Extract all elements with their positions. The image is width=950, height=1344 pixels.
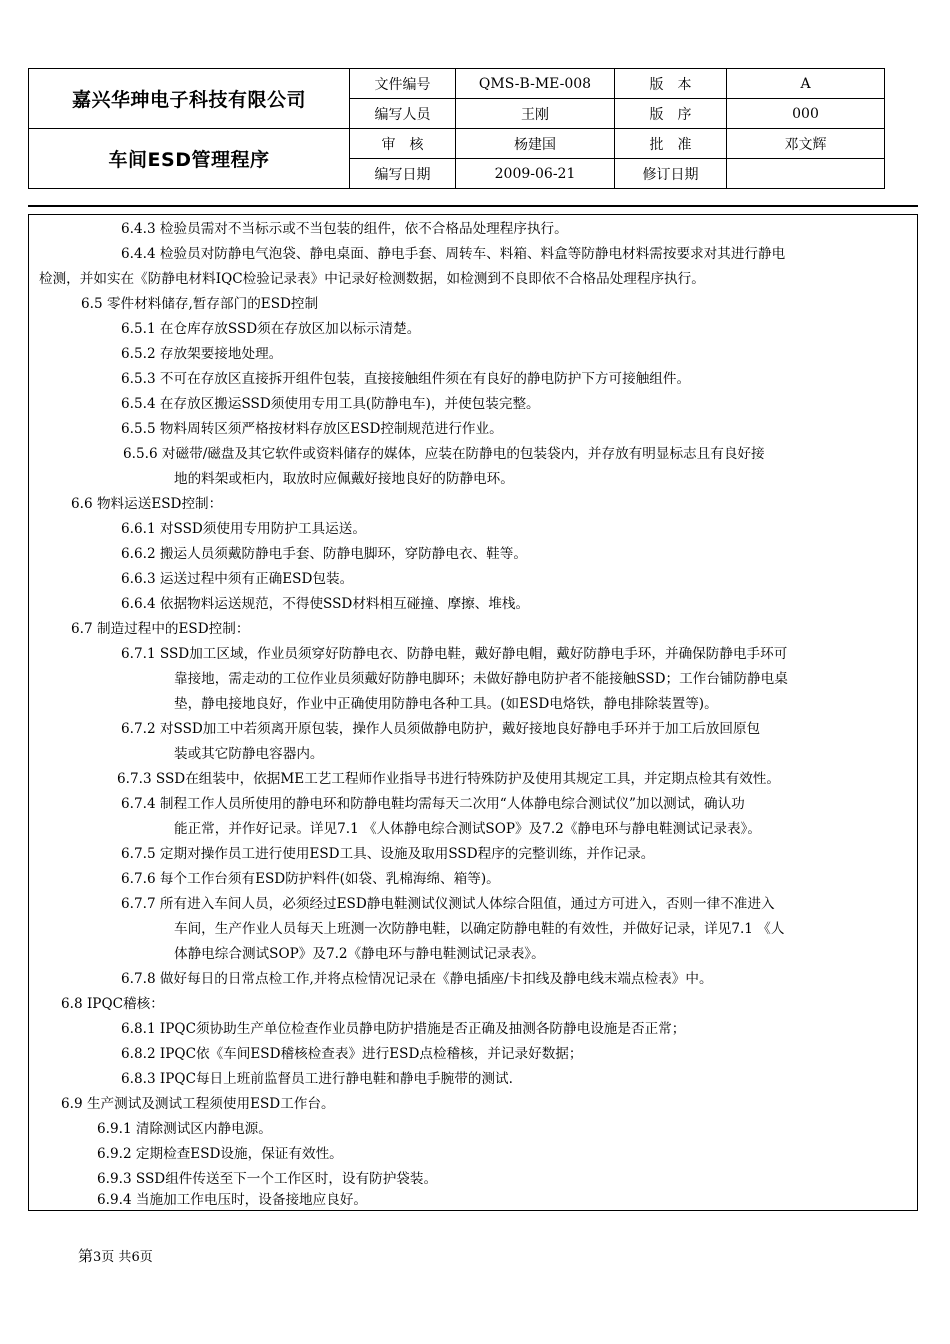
clause-line: 6.7.5 定期对操作员工进行使用ESD工具、设施及取用SSD程序的完整训练，并作记录。: [121, 846, 655, 862]
edition-value: A: [727, 69, 885, 99]
approver-label: 批 准: [615, 129, 727, 159]
clause-line: 6.7.4 制程工作人员所使用的静电环和防静电鞋均需每天二次用“人体静电综合测试仪”加以测试，确认功: [121, 796, 745, 812]
clause-line: 6.5.5 物料周转区须严格按材料存放区ESD控制规范进行作业。: [121, 421, 503, 437]
clause-line: 靠接地，需走动的工位作业员须戴好防静电脚环；未做好静电防护者不能接触SSD；工作台铺防静电桌: [174, 671, 788, 687]
clause-line: 6.9.4 当施加工作电压时，设备接地应良好。: [97, 1192, 368, 1208]
clause-line: 体静电综合测试SOP》及7.2《静电环与静电鞋测试记录表》。: [174, 946, 545, 962]
clause-line: 6.5.2 存放架要接地处理。: [121, 346, 283, 362]
clause-line: 6.8.2 IPQC依《车间ESD稽核检查表》进行ESD点检稽核，并记录好数据；: [121, 1046, 583, 1062]
clause-line: 6.5.3 不可在存放区直接拆开组件包装，直接接触组件须在有良好的静电防护下方可接触组件。: [121, 371, 691, 387]
clause-line: 能正常，并作好记录。详见7.1 《人体静电综合测试SOP》及7.2《静电环与静电鞋测试记录表》。: [174, 821, 761, 837]
clause-line: 6.5.4 在存放区搬运SSD须使用专用工具(防静电车)，并使包装完整。: [121, 396, 540, 412]
revise-date-value: [727, 159, 885, 189]
clause-line: 6.9.1 清除测试区内静电源。: [97, 1121, 272, 1137]
clause-line: 检测，并如实在《防静电材料IQC检验记录表》中记录好检测数据，如检测到不良即依不合格品处理程序执行。: [39, 271, 705, 287]
page-footer: [78, 1245, 153, 1266]
clause-line: 6.5.6 对磁带/磁盘及其它软件或资料储存的媒体，应装在防静电的包装袋内，并存放有明显标志且有良好接: [123, 446, 765, 462]
header-divider: [28, 205, 918, 207]
clause-line: 6.6.4 依据物料运送规范，不得使SSD材料相互碰撞、摩擦、堆栈。: [121, 596, 530, 612]
section-heading: 6.9 生产测试及测试工程须使用ESD工作台。: [61, 1096, 335, 1112]
approver-value: 邓文辉: [727, 129, 885, 159]
clause-line: 6.4.3 检验员需对不当标示或不当包装的组件，依不合格品处理程序执行。: [121, 221, 568, 237]
section-heading: 6.6 物料运送ESD控制：: [71, 496, 223, 512]
clause-line: 6.9.3 SSD组件传送至下一个工作区时，设有防护袋装。: [97, 1171, 438, 1187]
clause-line: 垫，静电接地良好，作业中正确使用防静电各种工具。(如ESD电烙铁，静电排除装置等)。: [174, 696, 718, 712]
doc-no-value: QMS-B-ME-008: [456, 69, 615, 99]
clause-line: 6.7.2 对SSD加工中若须离开原包装，操作人员须做静电防护，戴好接地良好静电手环并于加工后放回原包: [121, 721, 761, 737]
date-label: 编写日期: [350, 159, 456, 189]
clause-line: 6.7.1 SSD加工区域，作业员须穿好防静电衣、防静电鞋，戴好静电帽，戴好防静电手环，并确保防静电手环可: [121, 646, 788, 662]
revise-date-label: 修订日期: [615, 159, 727, 189]
clause-line: 6.6.3 运送过程中须有正确ESD包装。: [121, 571, 354, 587]
section-heading: 6.5 零件材料储存,暂存部门的ESD控制: [81, 296, 319, 312]
section-heading: 6.7 制造过程中的ESD控制：: [71, 621, 250, 637]
author-value: 王刚: [456, 99, 615, 129]
footer-prefix: 第: [78, 1247, 94, 1265]
reviewer-value: 杨建国: [456, 129, 615, 159]
edition-label: 版 本: [615, 69, 727, 99]
clause-line: 车间，生产作业人员每天上班测一次防静电鞋，以确定防静电鞋的有效性，并做好记录，详见7.1 《人: [174, 921, 785, 937]
clause-line: 6.5.1 在仓库存放SSD须在存放区加以标示清楚。: [121, 321, 421, 337]
reviewer-label: 审 核: [350, 129, 456, 159]
clause-line: 6.7.8 做好每日的日常点检工作,并将点检情况记录在《静电插座/卡扣线及静电线末端点检表》中。: [121, 971, 713, 987]
section-heading: 6.8 IPQC稽核：: [61, 996, 164, 1012]
clause-line: 地的料架或柜内，取放时应佩戴好接地良好的防静电环。: [174, 471, 514, 487]
clause-line: 6.6.1 对SSD须使用专用防护工具运送。: [121, 521, 366, 537]
clause-line: 6.7.7 所有进入车间人员，必须经过ESD静电鞋测试仪测试人体综合阻值，通过方可进入，否则一律不准进入: [121, 896, 775, 912]
seq-label: 版 序: [615, 99, 727, 129]
seq-value: 000: [727, 99, 885, 129]
content-box: [28, 214, 918, 1211]
author-label: 编写人员: [350, 99, 456, 129]
clause-line: 装或其它防静电容器内。: [174, 746, 324, 762]
footer-mid: 页 共: [101, 1250, 132, 1265]
doc-no-label: 文件编号: [350, 69, 456, 99]
clause-line: 6.6.2 搬运人员须戴防静电手套、防静电脚环，穿防静电衣、鞋等。: [121, 546, 527, 562]
page-number: 3: [93, 1250, 102, 1265]
clause-line: 6.8.1 IPQC须协助生产单位检查作业员静电防护措施是否正确及抽测各防静电设施是否正常；: [121, 1021, 686, 1037]
document-title: 车间ESD管理程序: [29, 129, 350, 189]
clause-line: 6.7.6 每个工作台须有ESD防护料件(如袋、乳棉海绵、箱等)。: [121, 871, 500, 887]
company-name: 嘉兴华珅电子科技有限公司: [29, 69, 350, 129]
clause-line: 6.8.3 IPQC每日上班前监督员工进行静电鞋和静电手腕带的测试.: [121, 1071, 513, 1087]
date-value: 2009-06-21: [456, 159, 615, 189]
footer-suffix: 页: [139, 1250, 153, 1265]
page-total: 6: [131, 1250, 140, 1265]
clause-line: 6.4.4 检验员对防静电气泡袋、静电桌面、静电手套、周转车、料箱、料盒等防静电材料需按要求对其进行静电: [121, 246, 786, 262]
clause-line: 6.7.3 SSD在组装中，依据ME工艺工程师作业指导书进行特殊防护及使用其规定工具，并定期点检其有效性。: [117, 771, 780, 787]
document-header-table: [28, 68, 885, 189]
clause-line: 6.9.2 定期检查ESD设施，保证有效性。: [97, 1146, 343, 1162]
